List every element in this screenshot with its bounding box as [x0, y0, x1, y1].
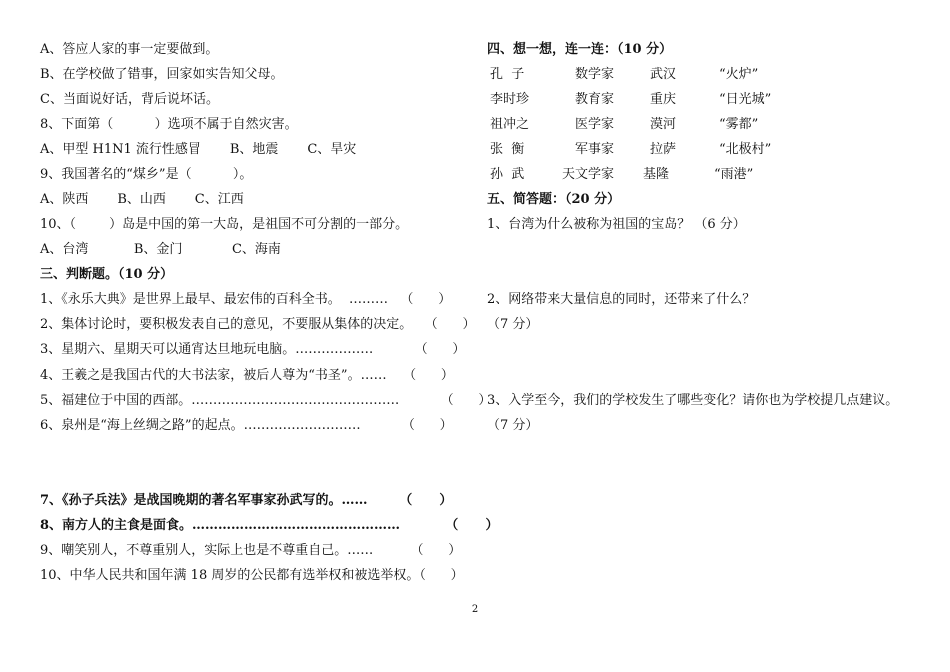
connect-city: 武汉	[650, 67, 677, 82]
connect-profession: 医学家	[575, 117, 615, 132]
judge-item: 3、星期六、星期天可以通宵达旦地玩电脑。……………… （ ）	[40, 342, 466, 357]
short-answer-question: 1、台湾为什么被称为祖国的宝岛？ （6 分）	[487, 217, 746, 232]
connect-nickname: “日光城”	[719, 92, 772, 107]
connect-profession: 军事家	[575, 142, 615, 157]
connect-nickname: “火炉”	[719, 67, 759, 82]
connect-person: 祖冲之	[490, 117, 530, 132]
judge-item: 6、泉州是“海上丝绸之路”的起点。……………………… （ ）	[40, 418, 453, 433]
connect-person: 孔 子	[490, 67, 525, 82]
score-label: （7 分）	[487, 418, 539, 433]
connect-city: 基隆	[643, 167, 670, 182]
judge-item: 1、《永乐大典》是世界上最早、最宏伟的百科全书。 ……… （ ）	[40, 292, 452, 307]
connect-nickname: “雾都”	[719, 117, 759, 132]
judge-item: 2、集体讨论时，要积极发表自己的意见，不要服从集体的决定。 （ ）	[40, 317, 476, 332]
judge-item: 10、中华人民共和国年满 18 周岁的公民都有选举权和被选举权。（ ）	[40, 568, 464, 583]
judge-item: 4、王羲之是我国古代的大书法家，被后人尊为“书圣”。…… （ ）	[40, 368, 454, 383]
judge-item: 8、南方人的主食是面食。………………………………………… （ ）	[40, 518, 499, 533]
connect-nickname: “雨港”	[714, 167, 754, 182]
connect-city: 拉萨	[650, 142, 677, 157]
judge-item: 7、《孙子兵法》是战国晚期的著名军事家孙武写的。…… （ ）	[40, 493, 453, 508]
connect-profession: 教育家	[575, 92, 615, 107]
option-line: A、答应人家的事一定要做到。	[40, 42, 219, 57]
connect-person: 李时珍	[490, 92, 530, 107]
connect-city: 重庆	[650, 92, 677, 107]
connect-profession: 数学家	[575, 67, 615, 82]
option-line: A、甲型 H1N1 流行性感冒 B、地震 C、旱灾	[40, 142, 357, 157]
question-line: 10、（ ）岛是中国的第一大岛，是祖国不可分割的一部分。	[40, 217, 409, 232]
short-answer-question: 2、网络带来大量信息的同时，还带来了什么？	[487, 292, 756, 307]
connect-person: 孙 武	[490, 167, 525, 182]
option-line: B、在学校做了错事，回家如实告知父母。	[40, 67, 284, 82]
option-line: A、台湾 B、金门 C、海南	[40, 242, 281, 257]
option-line: C、当面说好话，背后说坏话。	[40, 92, 219, 107]
section-title: 三、判断题。（10 分）	[40, 267, 174, 282]
page-number: 2	[471, 604, 479, 615]
judge-item: 5、福建位于中国的西部。………………………………………… （ ）	[40, 393, 492, 408]
connect-profession: 天文学家	[562, 167, 615, 182]
connect-nickname: “北极村”	[719, 142, 772, 157]
question-line: 8、下面第（ ）选项不属于自然灾害。	[40, 117, 298, 132]
option-line: A、陕西 B、山西 C、江西	[40, 192, 244, 207]
connect-city: 漠河	[650, 117, 677, 132]
connect-person: 张 衡	[490, 142, 525, 157]
score-label: （7 分）	[487, 317, 539, 332]
section-title: 四、想一想，连一连：（10 分）	[487, 42, 673, 57]
short-answer-question: 3、入学至今，我们的学校发生了哪些变化？请你也为学校提几点建议。	[487, 393, 899, 408]
section-title: 五、简答题：（20 分）	[487, 192, 621, 207]
judge-item: 9、嘲笑别人，不尊重别人，实际上也是不尊重自己。…… （ ）	[40, 543, 462, 558]
question-line: 9、我国著名的“煤乡”是（ ）。	[40, 167, 253, 182]
